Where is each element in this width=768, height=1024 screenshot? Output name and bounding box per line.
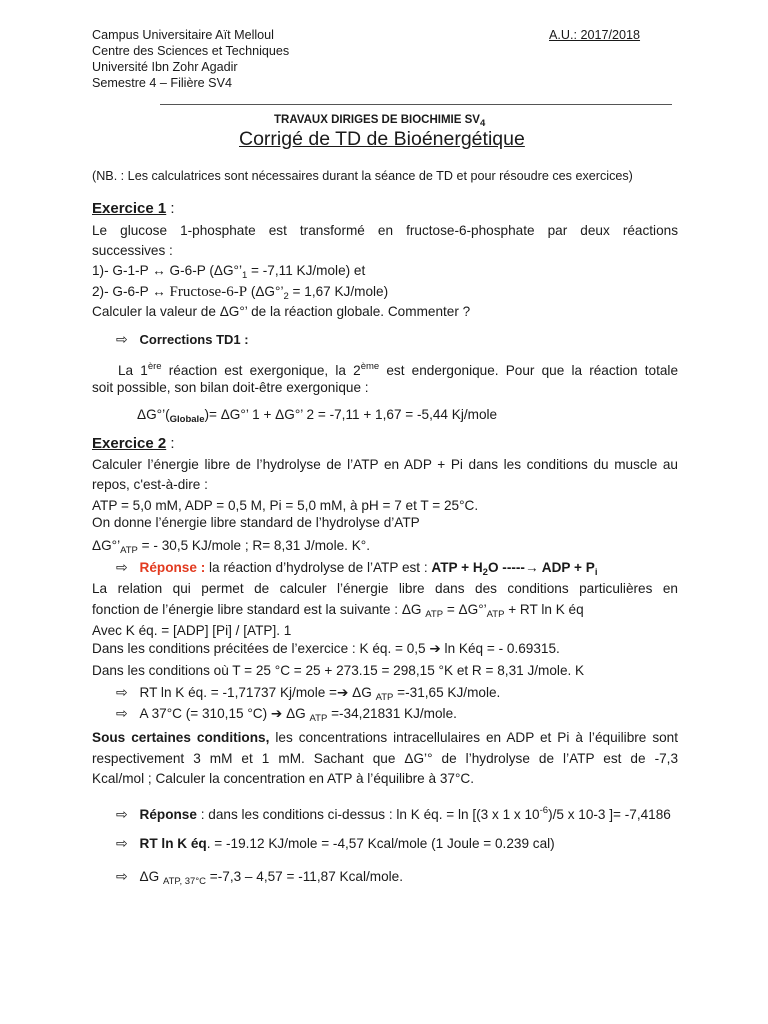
r1-b: = -7,11 KJ/mole) et — [247, 263, 366, 278]
exercise-2-colon: : — [166, 435, 175, 452]
b1-a: RT ln K éq. = -1,71737 Kj/mole = — [139, 685, 337, 700]
ex2-relation-line-2 — [92, 601, 584, 624]
td-title-sub: 4 — [479, 118, 486, 129]
ex2-keq-definition: Avec K éq. = [ADP] [Pi] / [ATP]. 1 — [92, 623, 292, 638]
arrow-right-icon: ⇨ — [116, 705, 128, 721]
r2-serif: Fructose-6-P — [169, 284, 248, 300]
exercise-1-heading — [92, 200, 175, 218]
c1-sup1: ère — [147, 361, 162, 372]
ex3-line-1 — [92, 729, 678, 747]
arrow-right-icon: ⇨ — [116, 835, 128, 851]
r2-a: 2)- G-6-P ↔ — [92, 284, 170, 299]
corrections-title: Corrections TD1 : — [139, 332, 249, 347]
p2-sub1: ATP — [425, 609, 444, 620]
arrow-right-icon: ⇨ — [116, 806, 128, 822]
ex3-r1-sup: -6 — [539, 805, 549, 816]
r1-a: 1)- G-1-P ↔ G-6-P (ΔG°’ — [92, 263, 242, 278]
global-delta-g-equation — [137, 406, 497, 429]
ex3-r1-a: : dans les conditions ci-dessus : ln K éq. = ln [(3 x 1 x 10 — [196, 807, 540, 822]
institution-line-4: Semestre 4 – Filière SV4 — [92, 76, 232, 90]
ex3-r3-b: =-7,3 – 4,57 = -11,87 Kcal/mole. — [206, 869, 403, 884]
ex3-r2-bold: RT ln K éq — [139, 836, 207, 851]
b1-b: ΔG — [348, 685, 376, 700]
arrow-right-icon: ⇨ — [116, 684, 128, 700]
p2-b: = ΔG°’ — [443, 602, 487, 617]
calculator-note: (NB. : Les calculatrices sont nécessaires durant la séance de TD et pour résoudre ces exercices) — [92, 169, 633, 183]
l5-a: ΔG°’ — [92, 538, 121, 553]
arrow-right-icon: ⇨ — [116, 331, 128, 347]
ex2-delta-g-atp — [92, 537, 370, 560]
ex1-line-2: successives : — [92, 243, 173, 258]
ex1-reaction-1 — [92, 262, 365, 285]
ex3-answer-1 — [116, 802, 671, 824]
ex3-reponse-label: Réponse — [139, 807, 197, 822]
ex3-r1-b: )/5 x 10-3 ]= -7,4186 — [548, 807, 671, 822]
ex3-r3-sub: ATP, 37°C — [162, 876, 207, 887]
c1-c: est endergonique. Pour que la réaction totale — [379, 363, 679, 378]
b2-b: ΔG — [282, 706, 310, 721]
p4-a: Dans les conditions précitées de l’exercice : K éq. = 0,5 — [92, 641, 430, 656]
c1-b: réaction est exergonique, la 2 — [161, 363, 361, 378]
academic-year: A.U.: 2017/2018 — [549, 28, 641, 42]
b2-sub: ATP — [309, 713, 328, 724]
b2-c: =-34,21831 KJ/mole. — [327, 706, 457, 721]
reponse-label: Réponse : — [139, 560, 206, 575]
corrections-heading — [116, 330, 249, 349]
p2-sub2: ATP — [486, 609, 505, 620]
l5-sub: ATP — [120, 545, 138, 556]
eq-a: ΔG°’( — [137, 407, 170, 422]
ex2-bullet-2 — [116, 704, 457, 728]
bold-arrow-icon: ➔ — [270, 706, 283, 721]
exercise-1-title: Exercice 1 — [92, 200, 167, 217]
p2-a: fonction de l’énergie libre standard est la suivante : ΔG — [92, 602, 426, 617]
c1-a: La 1 — [118, 363, 148, 378]
reponse-eq-a: ATP + H — [431, 560, 483, 575]
ex3-answer-2 — [116, 834, 555, 853]
r2-sub: 2 — [283, 291, 289, 302]
header-rule — [160, 104, 672, 105]
ex3-line-2: respectivement 3 mM et 1 mM. Sachant que ΔG’° de l’hydrolyse de l’ATP est de -7,3 — [92, 751, 678, 766]
r2-b: (ΔG°’ — [247, 284, 284, 299]
eq-b: )= ΔG°’ 1 + ΔG°’ 2 = -7,11 + 1,67 = -5,44 Kj/mole — [204, 407, 498, 422]
institution-line-2: Centre des Sciences et Techniques — [92, 44, 290, 58]
p4-b: ln Kéq = - 0.69315. — [440, 641, 560, 656]
page-title: Corrigé de TD de Bioénergétique — [239, 128, 525, 150]
ex1-question: Calculer la valeur de ΔG°’ de la réaction globale. Commenter ? — [92, 304, 471, 319]
b1-c: =-31,65 KJ/mole. — [393, 685, 501, 700]
td-title — [274, 112, 486, 129]
reponse-eq-b: O -----→ ADP + P — [487, 560, 595, 575]
ex3-bold: Sous certaines conditions, — [92, 730, 270, 745]
ex2-conditions: ATP = 5,0 mM, ADP = 0,5 M, Pi = 5,0 mM, à pH = 7 et T = 25°C. — [92, 498, 479, 513]
reponse-eq-sub: 2 — [482, 567, 488, 578]
ex2-keq-value — [92, 641, 560, 654]
reponse-eq-sub2: i — [594, 567, 598, 578]
exercise-1-colon: : — [166, 200, 175, 217]
r1-sub: 1 — [241, 270, 248, 281]
bold-arrow-icon: ➔ — [337, 685, 349, 700]
exercise-2-heading — [92, 435, 175, 453]
b1-sub: ATP — [375, 692, 394, 703]
ex2-reponse — [116, 558, 597, 582]
ex2-relation-line-1: La relation qui permet de calculer l’énergie libre dans des conditions particulières en — [92, 581, 678, 596]
ex3-rest: les concentrations intracellulaires en ADP et Pi à l’équilibre sont — [269, 730, 679, 745]
institution-line-1: Campus Universitaire Aït Melloul — [92, 28, 274, 42]
c1-sup2: ème — [360, 361, 380, 372]
ex2-given: On donne l’énergie libre standard de l’hydrolyse d’ATP — [92, 515, 420, 530]
correction-line-1 — [92, 358, 678, 380]
ex3-answer-3 — [116, 867, 403, 891]
ex2-temperature: Dans les conditions où T = 25 °C = 25 + 273.15 = 298,15 °K et R = 8,31 J/mole. K — [92, 663, 585, 678]
ex1-line-1: Le glucose 1-phosphate est transformé en fructose-6-phosphate par deux réactions — [92, 223, 678, 238]
bold-arrow-icon: ➔ — [429, 641, 441, 656]
l5-b: = - 30,5 KJ/mole ; R= 8,31 J/mole. K°. — [137, 538, 371, 553]
ex2-line-1: Calculer l’énergie libre de l’hydrolyse de l’ATP en ADP + Pi dans les conditions du muscle au — [92, 457, 678, 472]
institution-line-3: Université Ibn Zohr Agadir — [92, 60, 238, 74]
ex3-r2-rest: . = -19.12 KJ/mole = -4,57 Kcal/mole (1 Joule = 0.239 cal) — [206, 836, 555, 851]
b2-a: A 37°C (= 310,15 °C) — [139, 706, 271, 721]
ex3-r3-a: ΔG — [139, 869, 163, 884]
exercise-2-title: Exercice 2 — [92, 435, 167, 452]
ex3-line-3: Kcal/mol ; Calculer la concentration en ATP à l’équilibre à 37°C. — [92, 771, 474, 786]
eq-sub: Globale — [169, 414, 205, 425]
correction-line-2: soit possible, son bilan doit-être exergonique : — [92, 380, 369, 395]
ex2-line-2: repos, c'est-à-dire : — [92, 477, 208, 492]
r2-c: = 1,67 KJ/mole) — [288, 284, 389, 299]
p2-c: + RT ln K éq — [504, 602, 584, 617]
reponse-text: la réaction d’hydrolyse de l’ATP est : — [205, 560, 432, 575]
td-title-text: TRAVAUX DIRIGES DE BIOCHIMIE SV — [274, 114, 480, 126]
arrow-right-icon: ⇨ — [116, 559, 128, 575]
arrow-right-icon: ⇨ — [116, 868, 128, 884]
